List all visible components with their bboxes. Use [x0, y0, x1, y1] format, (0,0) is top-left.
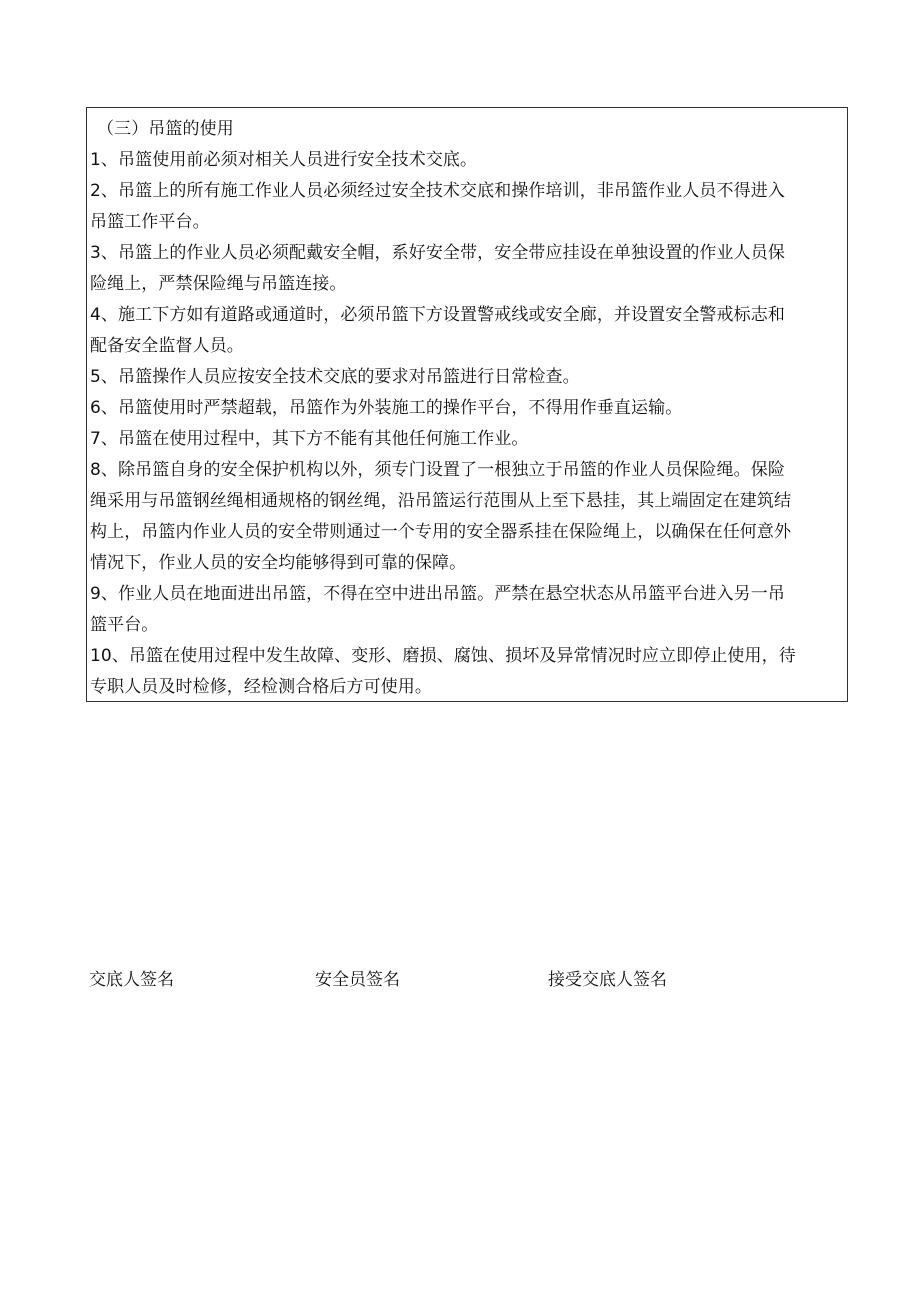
- briefer-signature-label: 交底人签名: [89, 970, 174, 990]
- signature-row: [0, 968, 920, 998]
- text-line: 险绳上，严禁保险绳与吊篮连接。: [90, 274, 347, 294]
- safety-briefing-box: [86, 107, 848, 702]
- text-line: 4、施工下方如有道路或通道时，必须吊篮下方设置警戒线或安全廊，并设置安全警戒标志和: [90, 305, 785, 325]
- text-line: 7、吊篮在使用过程中，其下方不能有其他任何施工作业。: [90, 429, 529, 449]
- text-line: 3、吊篮上的作业人员必须配戴安全帽，系好安全带，安全带应挂设在单独设置的作业人员保: [90, 243, 785, 263]
- section-heading: （三）吊篮的使用: [97, 119, 234, 139]
- text-line: 情况下，作业人员的安全均能够得到可靠的保障。: [90, 553, 467, 573]
- text-line: 9、作业人员在地面进出吊篮，不得在空中进出吊篮。严禁在悬空状态从吊篮平台进入另一吊: [90, 584, 785, 604]
- recipient-signature-label: 接受交底人签名: [548, 970, 667, 990]
- text-line: 配备安全监督人员。: [90, 336, 244, 356]
- text-line: 绳采用与吊篮钢丝绳相通规格的钢丝绳，沿吊篮运行范围从上至下悬挂，其上端固定在建筑结: [90, 491, 792, 511]
- text-line: 专职人员及时检修，经检测合格后方可使用。: [90, 677, 432, 697]
- text-line: 6、吊篮使用时严禁超载，吊篮作为外装施工的操作平台，不得用作垂直运输。: [90, 398, 683, 418]
- safety-officer-signature-label: 安全员签名: [315, 970, 400, 990]
- text-line: 8、除吊篮自身的安全保护机构以外，须专门设置了一根独立于吊篮的作业人员保险绳。保险: [90, 460, 785, 480]
- text-line: 5、吊篮操作人员应按安全技术交底的要求对吊篮进行日常检查。: [90, 367, 580, 387]
- text-line: 构上，吊篮内作业人员的安全带则通过一个专用的安全器系挂在保险绳上，以确保在任何意外: [90, 522, 792, 542]
- text-line: 吊篮工作平台。: [90, 212, 210, 232]
- text-line: 2、吊篮上的所有施工作业人员必须经过安全技术交底和操作培训，非吊篮作业人员不得进入: [90, 181, 785, 201]
- text-line: 1、吊篮使用前必须对相关人员进行安全技术交底。: [90, 150, 478, 170]
- text-line: 篮平台。: [90, 615, 159, 635]
- text-line: 10、吊篮在使用过程中发生故障、变形、磨损、腐蚀、损坏及异常情况时应立即停止使用，待: [90, 646, 796, 666]
